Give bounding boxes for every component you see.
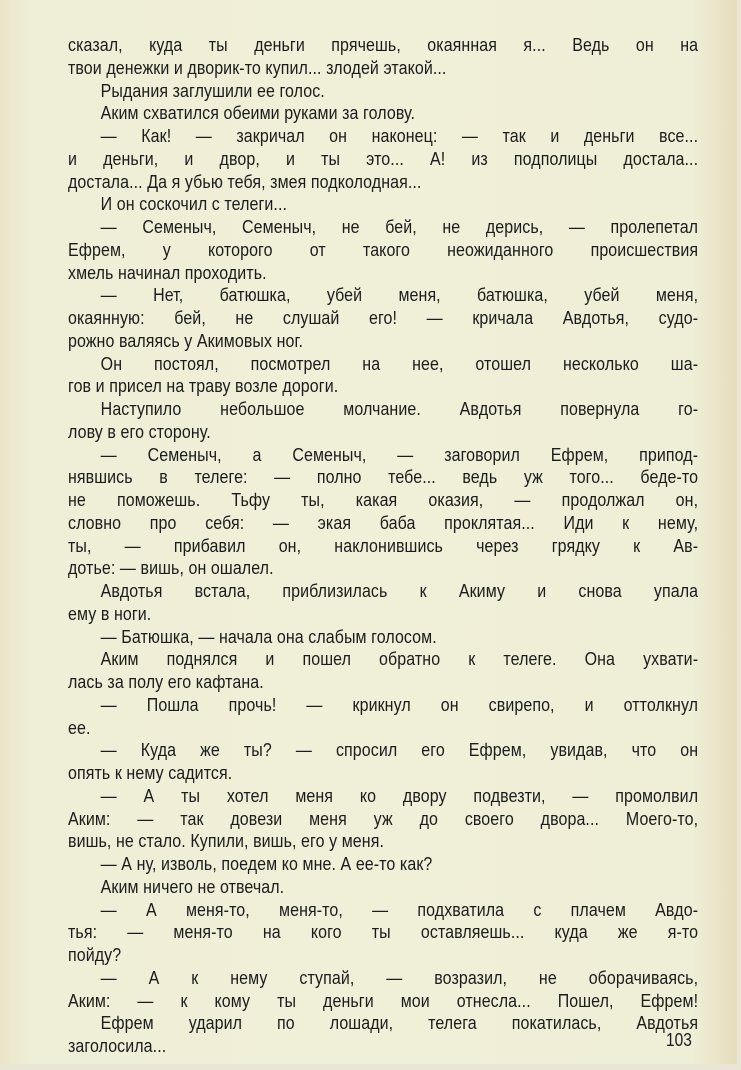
page-body-text	[68, 34, 698, 1058]
text-line: рожно валяясь у Акимовых ног.	[68, 329, 303, 351]
text-line: лову в его сторону.	[68, 420, 211, 442]
text-line: Он постоял, посмотрел на нее, отошел несколько ша-	[100, 352, 699, 374]
text-line: — Семеныч, а Семеныч, — заговорил Ефрем, припод-	[100, 443, 699, 465]
text-line: Аким поднялся и пошел обратно к телеге. Она ухвати-	[100, 648, 699, 670]
text-line: — А ну, изволь, поедем ко мне. А ее-то как?	[100, 853, 433, 874]
text-line: Ефрем, у которого от такого неожиданного происшествия	[68, 238, 699, 260]
text-line: Аким: — так довези меня уж до своего двора... Моего-то,	[68, 807, 699, 829]
text-line: — А меня-то, меня-то, — подхватила с плачем Авдо-	[100, 898, 699, 920]
text-line: твои денежки и дворик-то купил... злодей этакой...	[68, 56, 447, 78]
text-line: дотье: — вишь, он ошалел.	[68, 557, 274, 579]
text-line: и деньги, и двор, и ты это... А! из подполицы достала...	[68, 147, 699, 169]
text-line: не поможешь. Тьфу ты, какая оказия, — продолжал он,	[68, 489, 699, 510]
text-line: достала... Да я убью тебя, змея подколодная...	[68, 170, 422, 192]
text-line: Аким ничего не отвечал.	[100, 875, 285, 897]
text-line: вишь, не стало. Купили, вишь, его у меня.	[68, 830, 384, 852]
text-line: Аким схватился обеими руками за голову.	[100, 102, 416, 124]
text-line: — Как! — закричал он наконец: — так и деньги все...	[100, 125, 699, 146]
text-line: ему в ноги.	[68, 602, 152, 624]
text-line: сказал, куда ты деньги прячешь, окаянная я... Ведь он на	[68, 34, 699, 55]
text-line: Ефрем ударил по лошади, телега покатилась, Авдотья	[100, 1012, 699, 1034]
text-line: Аким: — к кому ты деньги мои отнесла... Пошел, Ефрем!	[68, 989, 699, 1011]
text-line: — Пошла прочь! — крикнул он свирепо, и оттолкнул	[100, 693, 699, 715]
text-line: гов и присел на траву возле дороги.	[68, 375, 339, 397]
text-line: опять к нему садится.	[68, 762, 233, 783]
text-line: лась за полу его кафтана.	[68, 671, 264, 692]
text-line: — Куда же ты? — спросил его Ефрем, увидав, что он	[100, 739, 699, 761]
text-line: словно про себя: — экая баба проклятая... Иди к нему,	[68, 511, 699, 533]
text-line: нявшись в телеге: — полно тебе... ведь уж того... беде-то	[68, 466, 699, 488]
text-line: окаянную: бей, не слушай его! — кричала Авдотья, судо-	[68, 307, 699, 328]
text-line: пойду?	[68, 944, 122, 965]
text-line: — Батюшка, — начала она слабым голосом.	[100, 625, 437, 647]
text-line: — Семеныч, Семеныч, не бей, не дерись, — пролепетал	[100, 216, 699, 237]
text-line: — Нет, батюшка, убей меня, батюшка, убей меня,	[100, 284, 699, 306]
text-line: — А ты хотел меня ко двору подвезти, — промолвил	[100, 784, 699, 806]
text-line: И он соскочил с телеги...	[100, 193, 288, 215]
text-line: Наступило небольшое молчание. Авдотья повернула го-	[100, 398, 699, 419]
text-line: ты, — прибавил он, наклонившись через грядку к Ав-	[68, 534, 699, 556]
text-line: заголосила...	[68, 1035, 167, 1056]
text-line: Авдотья встала, приблизилась к Акиму и снова упала	[100, 580, 699, 601]
text-line: хмель начинал проходить.	[68, 261, 267, 283]
text-line: — А к нему ступай, — возразил, не оборачиваясь,	[100, 966, 699, 988]
text-line: ее.	[68, 716, 91, 738]
text-line: тья: — меня-то на кого ты оставляешь... куда же я-то	[68, 921, 699, 943]
text-line: Рыдания заглушили ее голос.	[100, 79, 325, 101]
page-number: 103	[666, 1030, 692, 1050]
